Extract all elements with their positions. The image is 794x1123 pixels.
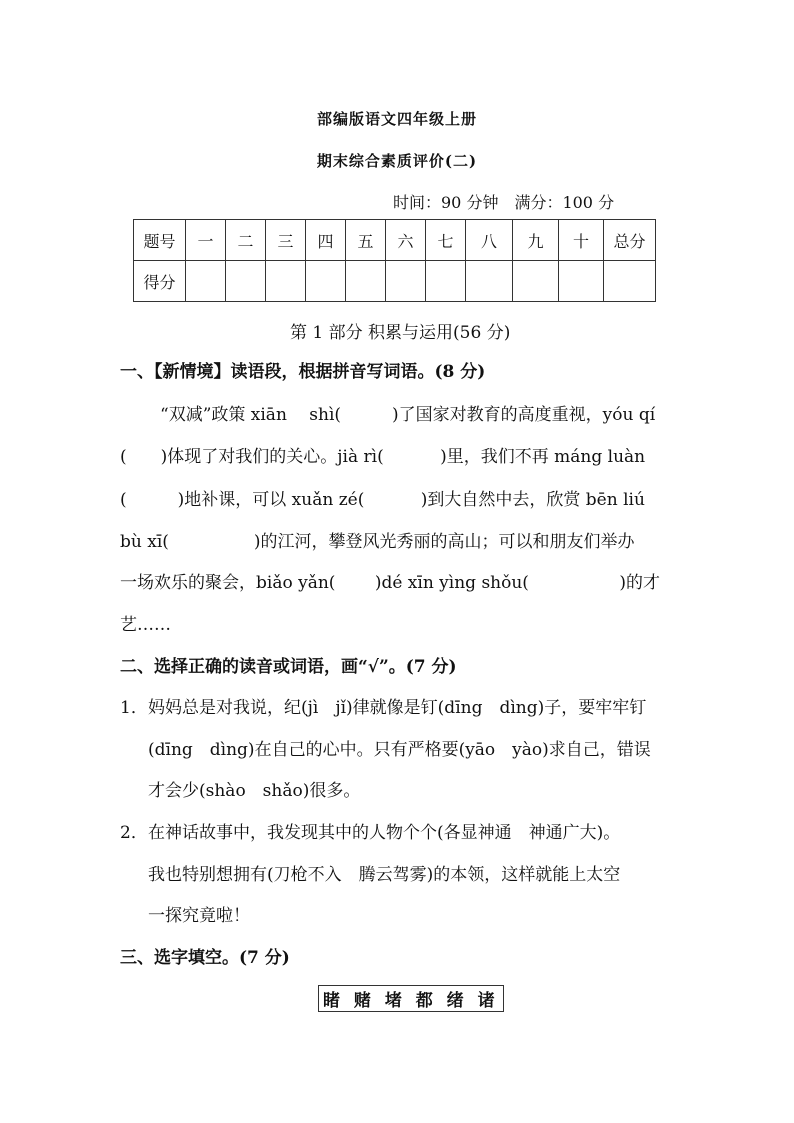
score-cell: 得分 bbox=[134, 261, 186, 302]
score-blank-cell[interactable] bbox=[386, 261, 426, 302]
q2-heading: 二、选择正确的读音或词语，画“√”。(7 分) bbox=[120, 657, 457, 677]
time-score-info: 时间：90 分钟 满分：100 分 bbox=[393, 193, 615, 212]
document-title: 部编版语文四年级上册 bbox=[316, 110, 477, 128]
score-cell: 十 bbox=[559, 220, 604, 261]
score-cell: 一 bbox=[186, 220, 226, 261]
q1-paragraph-line-1: “双减”政策 xiān shì( )了国家对教育的高度重视，yóu qí bbox=[160, 405, 656, 425]
score-table-header-row bbox=[134, 220, 656, 261]
score-blank-cell[interactable] bbox=[559, 261, 604, 302]
score-cell: 三 bbox=[266, 220, 306, 261]
score-cell: 九 bbox=[513, 220, 559, 261]
q1-paragraph-line-5: 一场欢乐的聚会，biǎo yǎn( )dé xīn yìng shǒu( )的才 bbox=[120, 573, 660, 593]
q1-paragraph-line-2: ( )体现了对我们的关心。jià rì( )里，我们不再 máng luàn bbox=[120, 447, 646, 467]
score-cell: 七 bbox=[426, 220, 466, 261]
score-cell: 总分 bbox=[604, 220, 656, 261]
q1-paragraph-line-6: 艺…… bbox=[120, 615, 171, 635]
score-blank-cell[interactable] bbox=[426, 261, 466, 302]
q1-tag: 【新情境】 bbox=[154, 362, 231, 382]
q1-number: 一、 bbox=[120, 362, 154, 382]
q1-paragraph-line-4: bù xī( )的江河，攀登风光秀丽的高山；可以和朋友们举办 bbox=[120, 532, 635, 552]
q2-item-2-line-3: 一探究竟啦！ bbox=[148, 906, 250, 926]
q2-item-2-line-1: 在神话故事中，我发现其中的人物个个(各显神通 神通广大)。 bbox=[148, 823, 621, 843]
score-cell: 五 bbox=[346, 220, 386, 261]
q2-item-1-number: 1． bbox=[120, 698, 148, 718]
score-cell: 四 bbox=[306, 220, 346, 261]
q2-item-2-line-2: 我也特别想拥有(刀枪不入 腾云驾雾)的本领，这样就能上太空 bbox=[148, 865, 621, 885]
document-subtitle: 期末综合素质评价(二) bbox=[316, 152, 478, 170]
score-blank-cell[interactable] bbox=[466, 261, 513, 302]
score-blank-cell[interactable] bbox=[226, 261, 266, 302]
score-table bbox=[133, 219, 656, 302]
score-table-score-row bbox=[134, 261, 656, 302]
score-blank-cell[interactable] bbox=[513, 261, 559, 302]
score-cell: 六 bbox=[386, 220, 426, 261]
q1-heading-text: 读语段，根据拼音写词语。(8 分) bbox=[230, 362, 486, 382]
score-blank-cell[interactable] bbox=[186, 261, 226, 302]
q1-paragraph-line-3: ( )地补课，可以 xuǎn zé( )到大自然中去，欣赏 bēn liú bbox=[120, 490, 645, 510]
q2-item-1-line-2: (dīng dìng)在自己的心中。只有严格要(yāo yào)求自己，错误 bbox=[148, 740, 651, 760]
q3-character-box: 睹 赌 堵 都 绪 诸 bbox=[318, 985, 504, 1012]
score-cell: 八 bbox=[466, 220, 513, 261]
q3-heading: 三、选字填空。(7 分) bbox=[120, 948, 290, 968]
score-cell: 二 bbox=[226, 220, 266, 261]
q2-item-2-number: 2． bbox=[120, 823, 148, 843]
score-cell: 题号 bbox=[134, 220, 186, 261]
score-blank-cell[interactable] bbox=[604, 261, 656, 302]
score-blank-cell[interactable] bbox=[266, 261, 306, 302]
q1-heading bbox=[120, 357, 485, 382]
q2-item-1-line-3: 才会少(shào shǎo)很多。 bbox=[148, 781, 361, 801]
score-blank-cell[interactable] bbox=[346, 261, 386, 302]
q2-item-1-line-1: 妈妈总是对我说，纪(jì jǐ)律就像是钉(dīng dìng)子，要牢牢钉 bbox=[148, 698, 647, 718]
part1-title: 第 1 部分 积累与运用(56 分) bbox=[290, 323, 511, 343]
score-blank-cell[interactable] bbox=[306, 261, 346, 302]
